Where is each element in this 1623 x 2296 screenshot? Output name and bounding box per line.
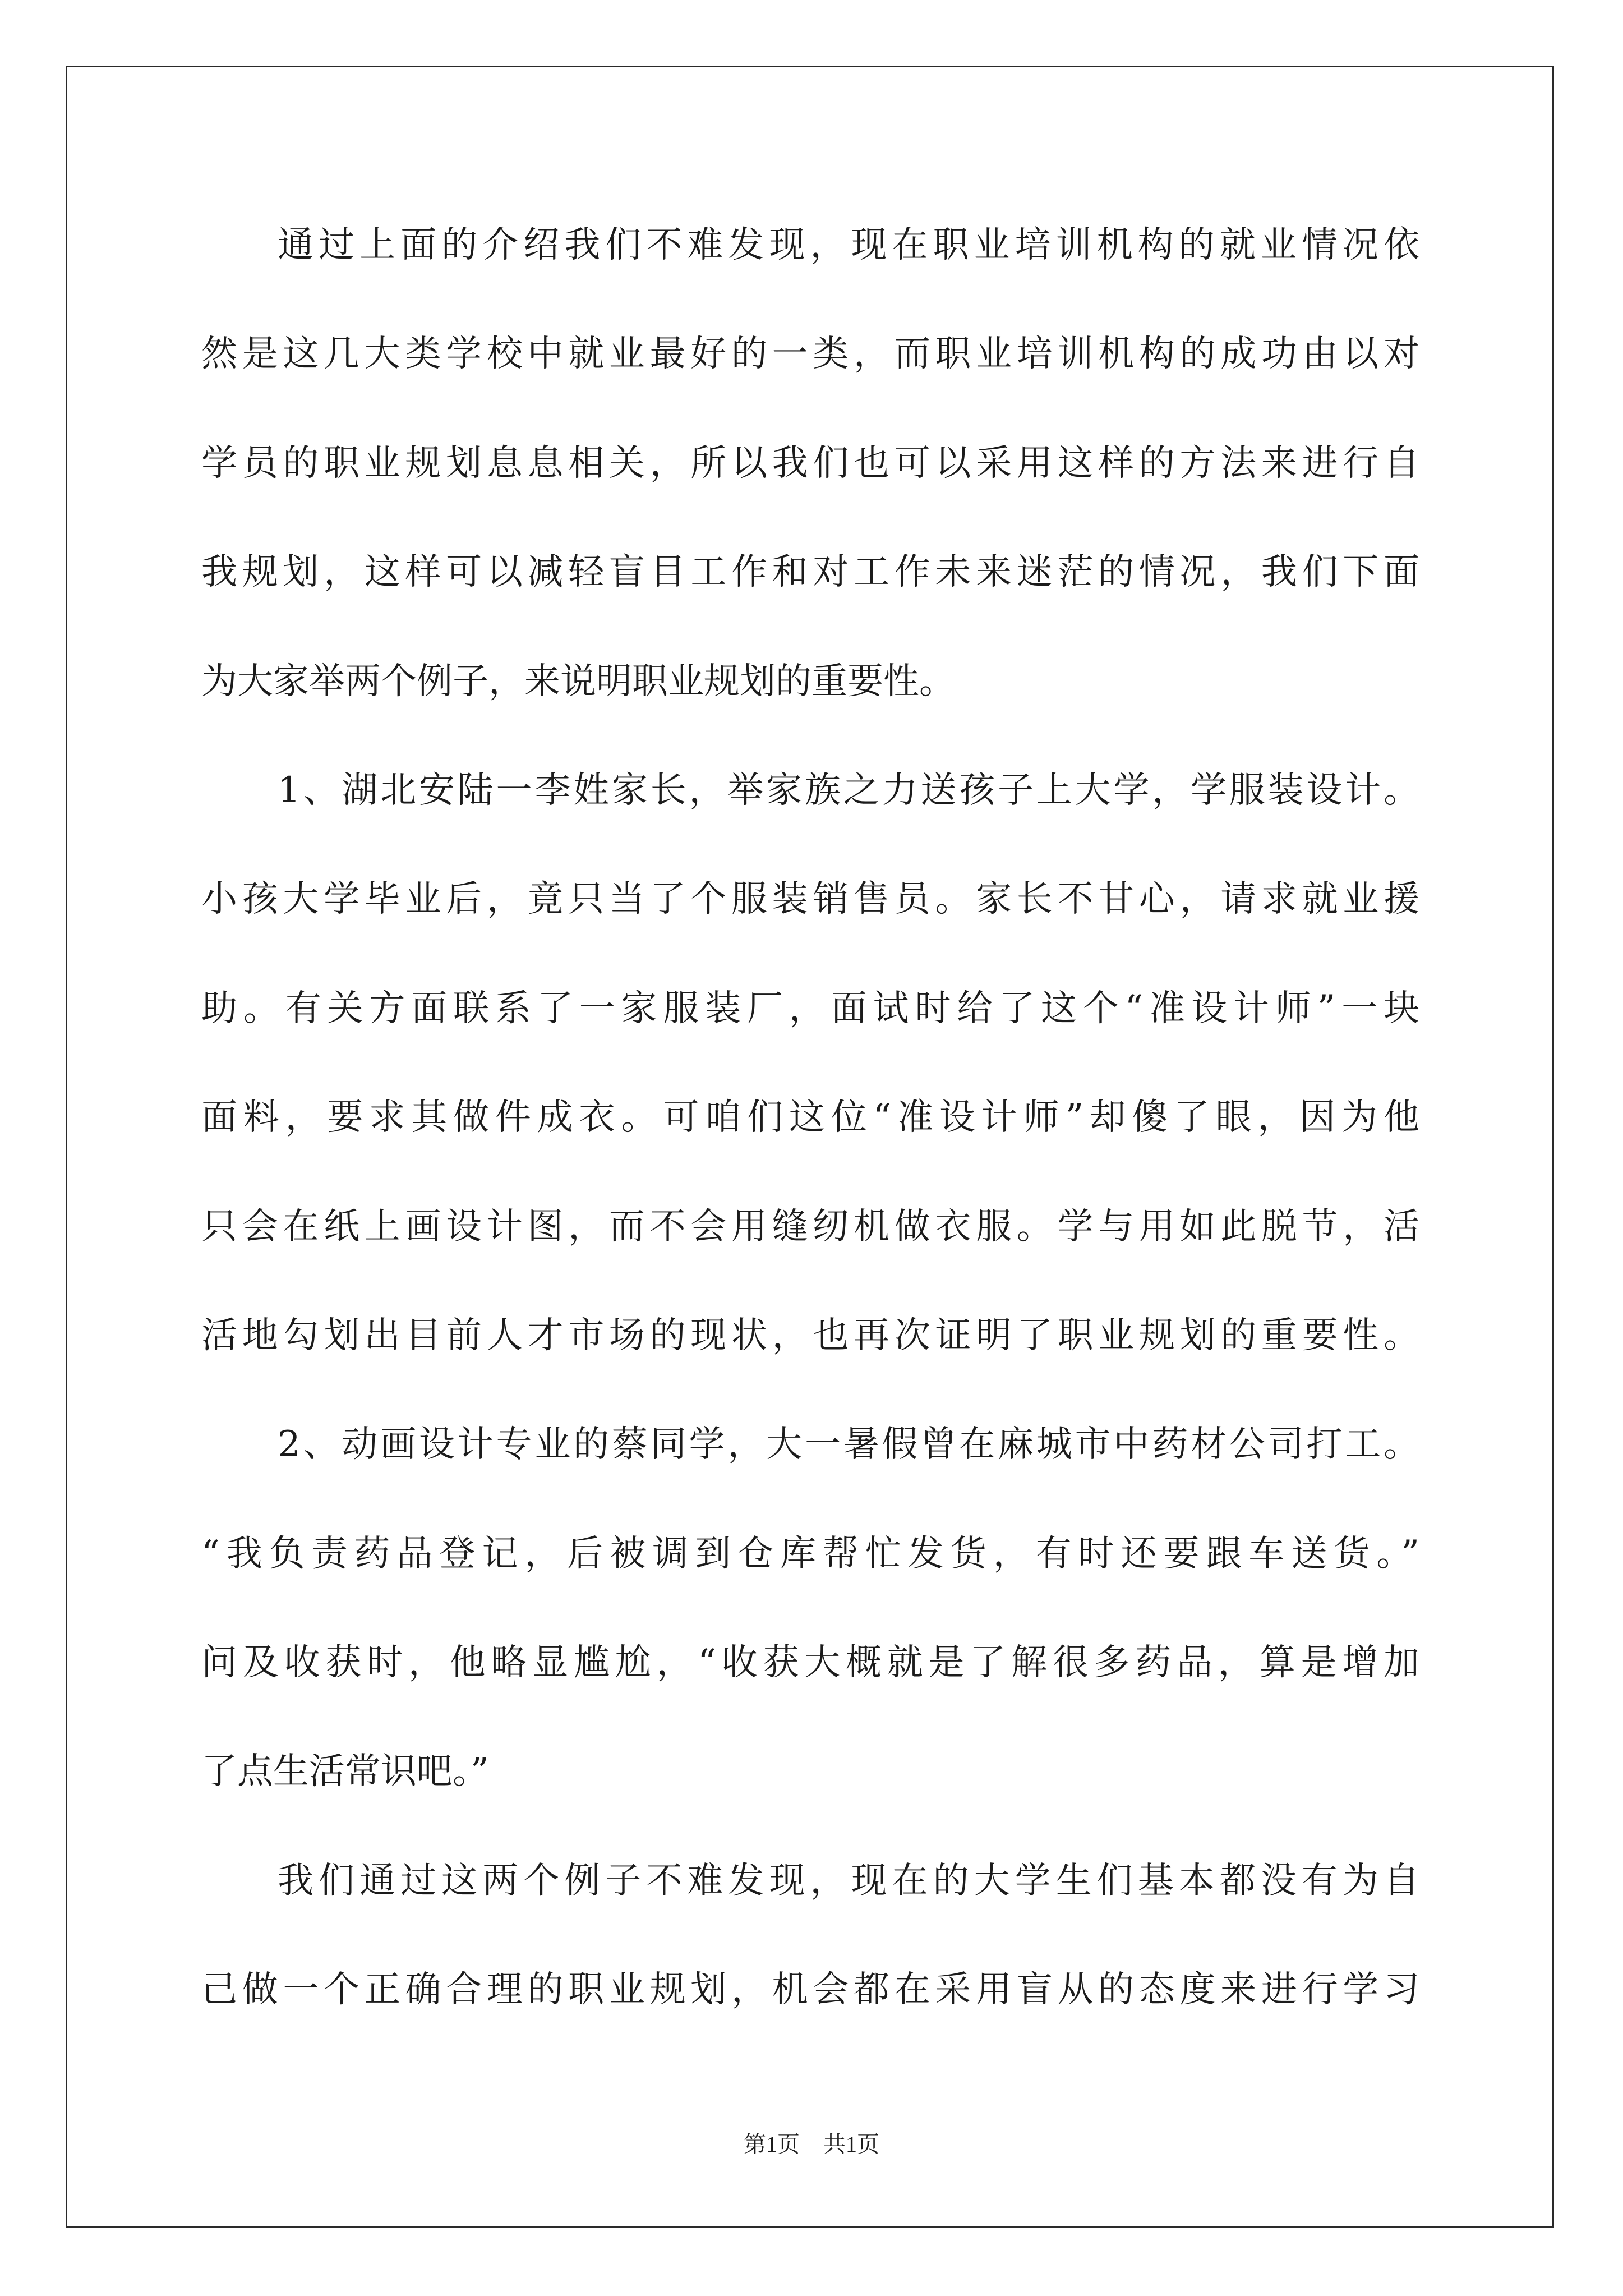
- text-line: 通过上面的介绍我们不难发现，现在职业培训机构的就业情况依: [278, 224, 1419, 266]
- paragraph: [201, 1390, 1419, 1826]
- text-line: 只会在纸上画设计图，而不会用缝纫机做衣服。学与用如此脱节，活: [201, 1205, 1419, 1248]
- text-line: 了点生活常识吧。”: [201, 1751, 489, 1793]
- text-line: 活地勾划出目前人才市场的现状，也再次证明了职业规划的重要性。: [201, 1314, 1419, 1356]
- text-line: 助。有关方面联系了一家服装厂，面试时给了这个“准设计师”一块: [201, 987, 1419, 1029]
- text-line: 学员的职业规划息息相关，所以我们也可以采用这样的方法来进行自: [201, 442, 1419, 484]
- text-line: 问及收获时，他略显尴尬，“收获大概就是了解很多药品，算是增加: [201, 1642, 1419, 1684]
- text-line: 1、湖北安陆一李姓家长，举家族之力送孩子上大学，学服装设计。: [278, 769, 1419, 811]
- text-line: 面料，要求其做件成衣。可咱们这位“准设计师”却傻了眼，因为他: [201, 1097, 1419, 1139]
- text-line: “我负责药品登记，后被调到仓库帮忙发货，有时还要跟车送货。”: [201, 1533, 1419, 1575]
- text-line: 为大家举两个例子，来说明职业规划的重要性。: [201, 660, 955, 702]
- paragraph: [201, 191, 1419, 736]
- page-number: 第1页: [744, 2132, 800, 2157]
- page-total: 共1页: [823, 2132, 879, 2157]
- text-line: 我们通过这两个例子不难发现，现在的大学生们基本都没有为自: [278, 1860, 1419, 1902]
- text-line: 我规划，这样可以减轻盲目工作和对工作未来迷茫的情况，我们下面: [201, 551, 1419, 593]
- document-body: [201, 191, 1419, 2045]
- text-line: 己做一个正确合理的职业规划，机会都在采用盲从的态度来进行学习: [201, 1969, 1419, 2011]
- paragraph: [201, 1826, 1419, 2045]
- text-line: 然是这几大类学校中就业最好的一类，而职业培训机构的成功由以对: [201, 333, 1419, 375]
- paragraph: [201, 736, 1419, 1390]
- text-line: 小孩大学毕业后，竟只当了个服装销售员。家长不甘心，请求就业援: [201, 878, 1419, 921]
- page-footer: [0, 2131, 1623, 2159]
- text-line: 2、动画设计专业的蔡同学，大一暑假曾在麻城市中药材公司打工。: [278, 1424, 1419, 1466]
